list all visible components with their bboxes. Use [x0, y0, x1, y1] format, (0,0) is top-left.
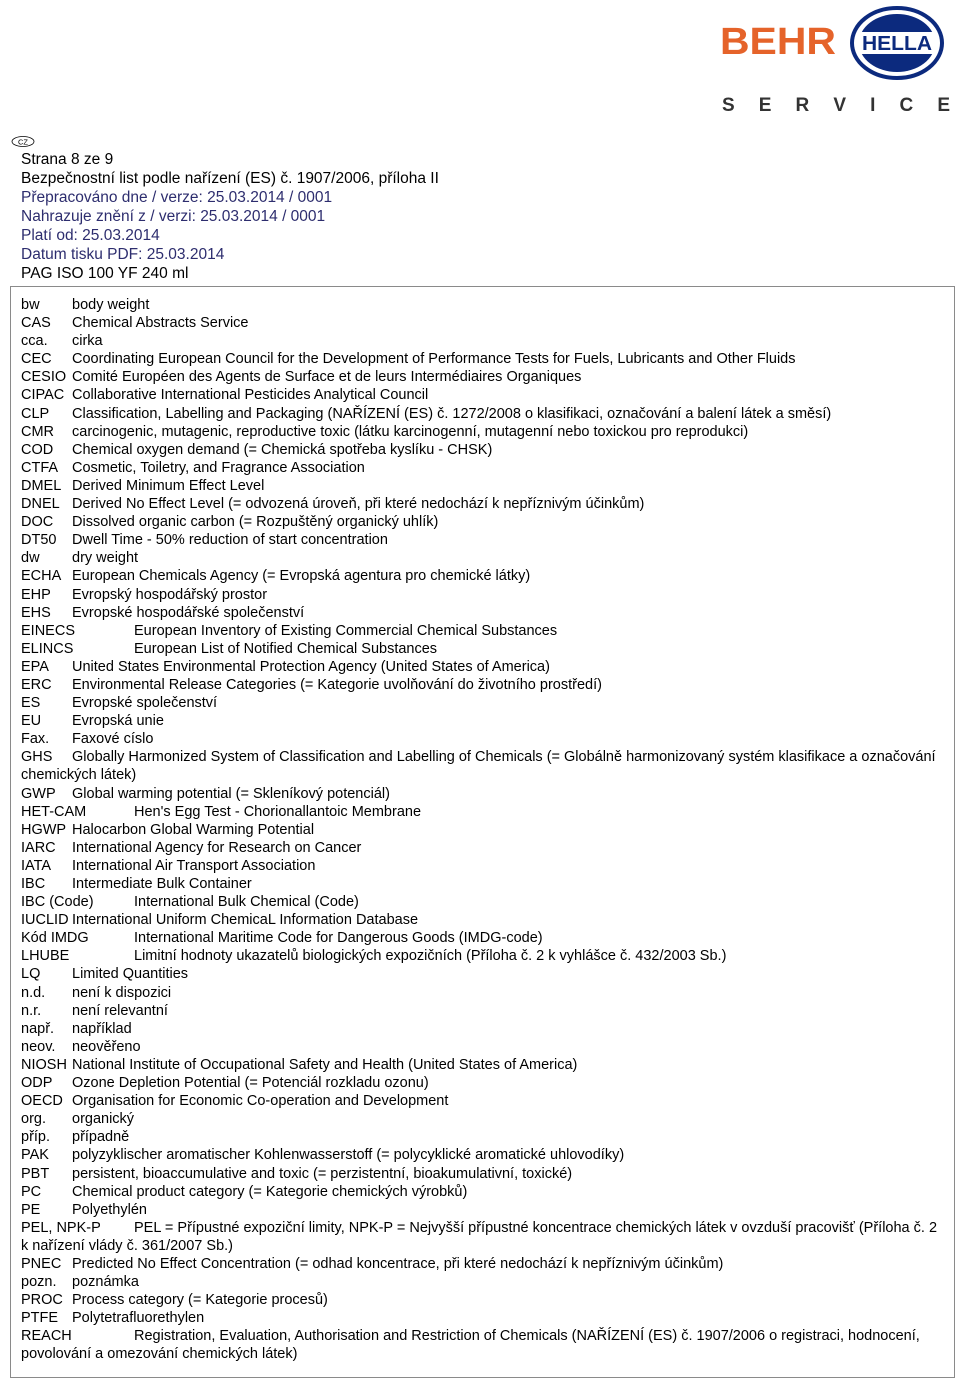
glossary-entry	[21, 984, 941, 1002]
glossary-definition: United States Environmental Protection Agency (United States of America)	[72, 658, 550, 675]
glossary-definition: Coordinating European Council for the Development of Performance Tests for Fuels, Lubricants and Other Fluids	[72, 351, 796, 368]
glossary-definition: není k dispozici	[72, 984, 172, 1001]
glossary-definition: Globally Harmonized System of Classification and Labelling of Chemicals (= Globálně harmonizovaný systém klasifikace a označování chemických látek)	[21, 749, 936, 784]
service-wordmark	[722, 94, 952, 114]
glossary-entry	[21, 730, 941, 748]
glossary-entry	[21, 314, 941, 332]
glossary-abbreviation: EHP	[21, 586, 51, 603]
glossary-definition: Polytetrafluorethylen	[72, 1310, 205, 1327]
glossary-abbreviation: bw	[21, 297, 40, 313]
document-header	[21, 150, 439, 283]
glossary-entry	[21, 857, 941, 875]
glossary-entry	[21, 1183, 941, 1201]
glossary-abbreviation: ELINCS	[21, 640, 74, 657]
print-date: Datum tisku PDF: 25.03.2014	[21, 246, 225, 263]
glossary-definition: body weight	[72, 297, 150, 313]
glossary-entry	[21, 640, 941, 658]
glossary-definition: Derived Minimum Effect Level	[72, 477, 265, 494]
glossary-entry	[21, 1219, 941, 1255]
glossary-definition: například	[72, 1020, 132, 1037]
glossary-entry	[21, 929, 941, 947]
glossary-entry	[21, 604, 941, 622]
glossary-abbreviation: EPA	[21, 658, 49, 675]
glossary-entry	[21, 1092, 941, 1110]
glossary-abbreviation: Fax.	[21, 731, 50, 748]
glossary-abbreviation: IBC (Code)	[21, 894, 94, 911]
glossary-definition: Evropská unie	[72, 713, 164, 730]
glossary-abbreviation: CTFA	[21, 459, 59, 476]
glossary-definition: Hen's Egg Test - Chorionallantoic Membrane	[134, 803, 422, 820]
glossary-entry	[21, 1146, 941, 1164]
glossary-abbreviation: HGWP	[21, 821, 67, 838]
glossary-abbreviation: GWP	[21, 785, 56, 802]
glossary-entry	[21, 586, 941, 604]
glossary-abbreviation: IBC	[21, 876, 46, 892]
glossary-list	[21, 296, 941, 1364]
glossary-entry	[21, 459, 941, 477]
glossary-entry	[21, 296, 941, 314]
glossary-abbreviation: PE	[21, 1201, 41, 1218]
glossary-entry	[21, 1074, 941, 1092]
glossary-abbreviation: PEL, NPK-P	[21, 1219, 101, 1236]
glossary-entry	[21, 1309, 941, 1327]
glossary-entry	[21, 386, 941, 404]
glossary-definition: Process category (= Kategorie procesů)	[72, 1292, 328, 1309]
glossary-abbreviation: EU	[21, 713, 42, 730]
glossary-definition: Collaborative International Pesticides Analytical Council	[72, 387, 429, 404]
glossary-abbreviation: cca.	[21, 333, 48, 350]
glossary-entry	[21, 1273, 941, 1291]
glossary-definition: neověřeno	[72, 1038, 141, 1055]
glossary-entry	[21, 658, 941, 676]
glossary-definition: Ozone Depletion Potential (= Potenciál rozkladu ozonu)	[72, 1075, 429, 1092]
glossary-entry	[21, 513, 941, 531]
glossary-abbreviation: ERC	[21, 676, 52, 693]
glossary-entry	[21, 875, 941, 893]
glossary-entry	[21, 477, 941, 495]
glossary-definition: polyzyklischer aromatischer Kohlenwasserstoff (= polycyklické aromatické uhlovodíky)	[72, 1147, 625, 1164]
country-badge	[11, 136, 35, 147]
glossary-entry	[21, 1165, 941, 1183]
glossary-definition: Dwell Time - 50% reduction of start concentration	[72, 532, 388, 549]
glossary-definition: Faxové císlo	[72, 731, 154, 748]
glossary-definition: Evropský hospodářský prostor	[72, 586, 268, 603]
sds-title: Bezpečnostní list podle nařízení (ES) č. 1907/2006, příloha II	[21, 170, 439, 187]
glossary-definition: organický	[72, 1111, 135, 1128]
glossary-definition: Intermediate Bulk Container	[72, 876, 252, 892]
svg-text:HELLA: HELLA	[862, 33, 932, 55]
glossary-entry	[21, 821, 941, 839]
glossary-entry	[21, 785, 941, 803]
replaces-version: Nahrazuje znění z / verzi: 25.03.2014 / 0001	[21, 208, 326, 225]
glossary-definition: případně	[72, 1129, 130, 1146]
glossary-abbreviation: PNEC	[21, 1255, 62, 1272]
glossary-abbreviation: HET-CAM	[21, 803, 87, 820]
glossary-abbreviation: EINECS	[21, 622, 75, 639]
glossary-abbreviation: IATA	[21, 857, 52, 874]
valid-from: Platí od: 25.03.2014	[21, 227, 160, 244]
glossary-abbreviation: n.d.	[21, 984, 46, 1001]
glossary-abbreviation: DNEL	[21, 496, 60, 513]
glossary-definition: International Agency for Research on Cancer	[72, 839, 362, 856]
glossary-definition: Chemical Abstracts Service	[72, 315, 249, 332]
glossary-abbreviation: DT50	[21, 532, 57, 549]
glossary-abbreviation: ECHA	[21, 568, 62, 585]
glossary-definition: Dissolved organic carbon (= Rozpuštěný organický uhlík)	[72, 514, 439, 531]
glossary-abbreviation: CEC	[21, 351, 52, 368]
glossary-entry	[21, 839, 941, 857]
glossary-abbreviation: PTFE	[21, 1310, 59, 1327]
glossary-definition: European Chemicals Agency (= Evropská agentura pro chemické látky)	[72, 568, 531, 585]
glossary-abbreviation: např.	[21, 1020, 55, 1037]
glossary-abbreviation: n.r.	[21, 1002, 42, 1019]
svg-text:CZ: CZ	[18, 137, 28, 147]
glossary-entry	[21, 332, 941, 350]
glossary-entry	[21, 531, 941, 549]
glossary-definition: International Maritime Code for Dangerous Goods (IMDG-code)	[134, 930, 543, 947]
glossary-abbreviation: CIPAC	[21, 387, 65, 404]
glossary-abbreviation: pozn.	[21, 1274, 57, 1291]
glossary-entry	[21, 1020, 941, 1038]
glossary-definition: Evropské hospodářské společenství	[72, 604, 305, 621]
glossary-entry	[21, 911, 941, 929]
glossary-abbreviation: REACH	[21, 1328, 72, 1345]
glossary-abbreviation: dw	[21, 550, 40, 567]
glossary-definition: Cosmetic, Toiletry, and Fragrance Association	[72, 459, 365, 476]
glossary-definition: carcinogenic, mutagenic, reproductive toxic (látku karcinogenní, mutagenní nebo toxickou pro reprodukci)	[72, 423, 749, 440]
glossary-abbreviation: neov.	[21, 1038, 56, 1055]
glossary-definition: Chemical product category (= Kategorie chemických výrobků)	[72, 1183, 468, 1200]
behr-logo	[720, 22, 838, 58]
glossary-definition: Global warming potential (= Skleníkový potenciál)	[72, 785, 390, 802]
glossary-entry	[21, 1110, 941, 1128]
glossary-abbreviation: CAS	[21, 315, 51, 332]
glossary-entry	[21, 676, 941, 694]
glossary-abbreviation: ODP	[21, 1075, 53, 1092]
glossary-definition: Classification, Labelling and Packaging (NAŘÍZENÍ (ES) č. 1272/2008 o klasifikaci, označování a balení látek a směsí)	[72, 405, 832, 422]
glossary-definition: persistent, bioaccumulative and toxic (= perzistentní, bioakumulativní, toxické)	[72, 1165, 573, 1182]
glossary-definition: poznámka	[72, 1274, 139, 1291]
glossary-entry	[21, 368, 941, 386]
glossary-definition: Halocarbon Global Warming Potential	[72, 821, 315, 838]
glossary-entry	[21, 1056, 941, 1074]
glossary-abbreviation: PC	[21, 1183, 42, 1200]
glossary-abbreviation: LHUBE	[21, 948, 70, 965]
glossary-abbreviation: OECD	[21, 1093, 63, 1110]
glossary-abbreviation: CMR	[21, 423, 55, 440]
glossary-abbreviation: NIOSH	[21, 1056, 67, 1073]
svg-text:BEHR: BEHR	[720, 22, 836, 58]
glossary-entry	[21, 622, 941, 640]
glossary-entry	[21, 803, 941, 821]
glossary-definition: Limited Quantities	[72, 966, 189, 983]
glossary-definition: Polyethylén	[72, 1201, 147, 1218]
glossary-definition: International Uniform ChemicaL Information Database	[72, 912, 419, 929]
glossary-entry	[21, 549, 941, 567]
glossary-entry	[21, 441, 941, 459]
glossary-entry	[21, 423, 941, 441]
glossary-definition: Limitní hodnoty ukazatelů biologických expozičních (Příloha č. 2 k vyhlášce č. 432/2003 Sb.)	[134, 948, 727, 965]
glossary-definition: European List of Notified Chemical Substances	[134, 640, 438, 657]
glossary-definition: Environmental Release Categories (= Kategorie uvolňování do životního prostředí)	[72, 676, 602, 693]
glossary-abbreviation: PBT	[21, 1165, 50, 1182]
glossary-entry	[21, 1038, 941, 1056]
glossary-abbreviation: GHS	[21, 749, 53, 766]
glossary-definition: International Air Transport Association	[72, 857, 316, 874]
glossary-entry	[21, 1128, 941, 1146]
revision-date: Přepracováno dne / verze: 25.03.2014 / 0001	[21, 189, 333, 206]
glossary-entry	[21, 1002, 941, 1020]
glossary-definition: cirka	[72, 333, 103, 350]
svg-text:S E R V I C E: S E R V I C E	[722, 95, 950, 114]
glossary-abbreviation: CESIO	[21, 369, 67, 386]
glossary-abbreviation: PAK	[21, 1147, 49, 1164]
glossary-entry	[21, 947, 941, 965]
glossary-entry	[21, 1327, 941, 1363]
glossary-abbreviation: org.	[21, 1111, 46, 1128]
glossary-entry	[21, 567, 941, 585]
glossary-abbreviation: PROC	[21, 1292, 63, 1309]
glossary-entry	[21, 893, 941, 911]
glossary-entry	[21, 1201, 941, 1219]
glossary-entry	[21, 694, 941, 712]
glossary-entry	[21, 350, 941, 368]
glossary-definition: International Bulk Chemical (Code)	[134, 894, 359, 911]
glossary-abbreviation: DMEL	[21, 477, 62, 494]
glossary-definition: dry weight	[72, 550, 139, 567]
glossary-definition: není relevantní	[72, 1002, 168, 1019]
glossary-definition: European Inventory of Existing Commercial Chemical Substances	[134, 622, 558, 639]
glossary-definition: Predicted No Effect Concentration (= odhad koncentrace, při které nedochází k nepříznivým účinkům)	[72, 1255, 724, 1272]
glossary-abbreviation: ES	[21, 695, 41, 712]
glossary-abbreviation: IUCLID	[21, 912, 69, 929]
glossary-abbreviation: Kód IMDG	[21, 930, 89, 947]
glossary-abbreviation: DOC	[21, 514, 54, 531]
glossary-abbreviation: IARC	[21, 839, 56, 856]
glossary-definition: PEL = Přípustné expoziční limity, NPK-P = Nejvyšší přípustné koncentrace chemických látek v ovzduší pracovišť (Příloha č. 2 k nařízení vlády č. 361/2007 Sb.)	[21, 1219, 938, 1254]
glossary-abbreviation: CLP	[21, 405, 50, 422]
page-number: Strana 8 ze 9	[21, 151, 114, 168]
glossary-entry	[21, 495, 941, 513]
glossary-entry	[21, 712, 941, 730]
glossary-abbreviation: COD	[21, 441, 54, 458]
logo-area	[720, 6, 952, 114]
glossary-entry	[21, 405, 941, 423]
glossary-entry	[21, 748, 941, 784]
glossary-abbreviation: LQ	[21, 966, 41, 983]
hella-logo	[850, 6, 944, 80]
glossary-abbreviation: příp.	[21, 1129, 51, 1146]
glossary-definition: Evropské společenství	[72, 695, 218, 712]
glossary-definition: National Institute of Occupational Safety and Health (United States of America)	[72, 1056, 578, 1073]
glossary-definition: Organisation for Economic Co-operation and Development	[72, 1093, 449, 1110]
glossary-definition: Registration, Evaluation, Authorisation and Restriction of Chemicals (NAŘÍZENÍ (ES) č. 1907/2006 o registraci, hodnocení, povolování a omezování chemických látek)	[21, 1328, 920, 1363]
glossary-definition: Comité Européen des Agents de Surface et de leurs Intermédiaires Organiques	[72, 369, 582, 386]
glossary-entry	[21, 1255, 941, 1273]
glossary-abbreviation: EHS	[21, 604, 51, 621]
glossary-entry	[21, 1291, 941, 1309]
product-name: PAG ISO 100 YF 240 ml	[21, 265, 189, 282]
glossary-definition: Derived No Effect Level (= odvozená úroveň, při které nedochází k nepříznivým účinkům)	[72, 496, 645, 513]
glossary-definition: Chemical oxygen demand (= Chemická spotřeba kyslíku - CHSK)	[72, 441, 493, 458]
glossary-entry	[21, 965, 941, 983]
